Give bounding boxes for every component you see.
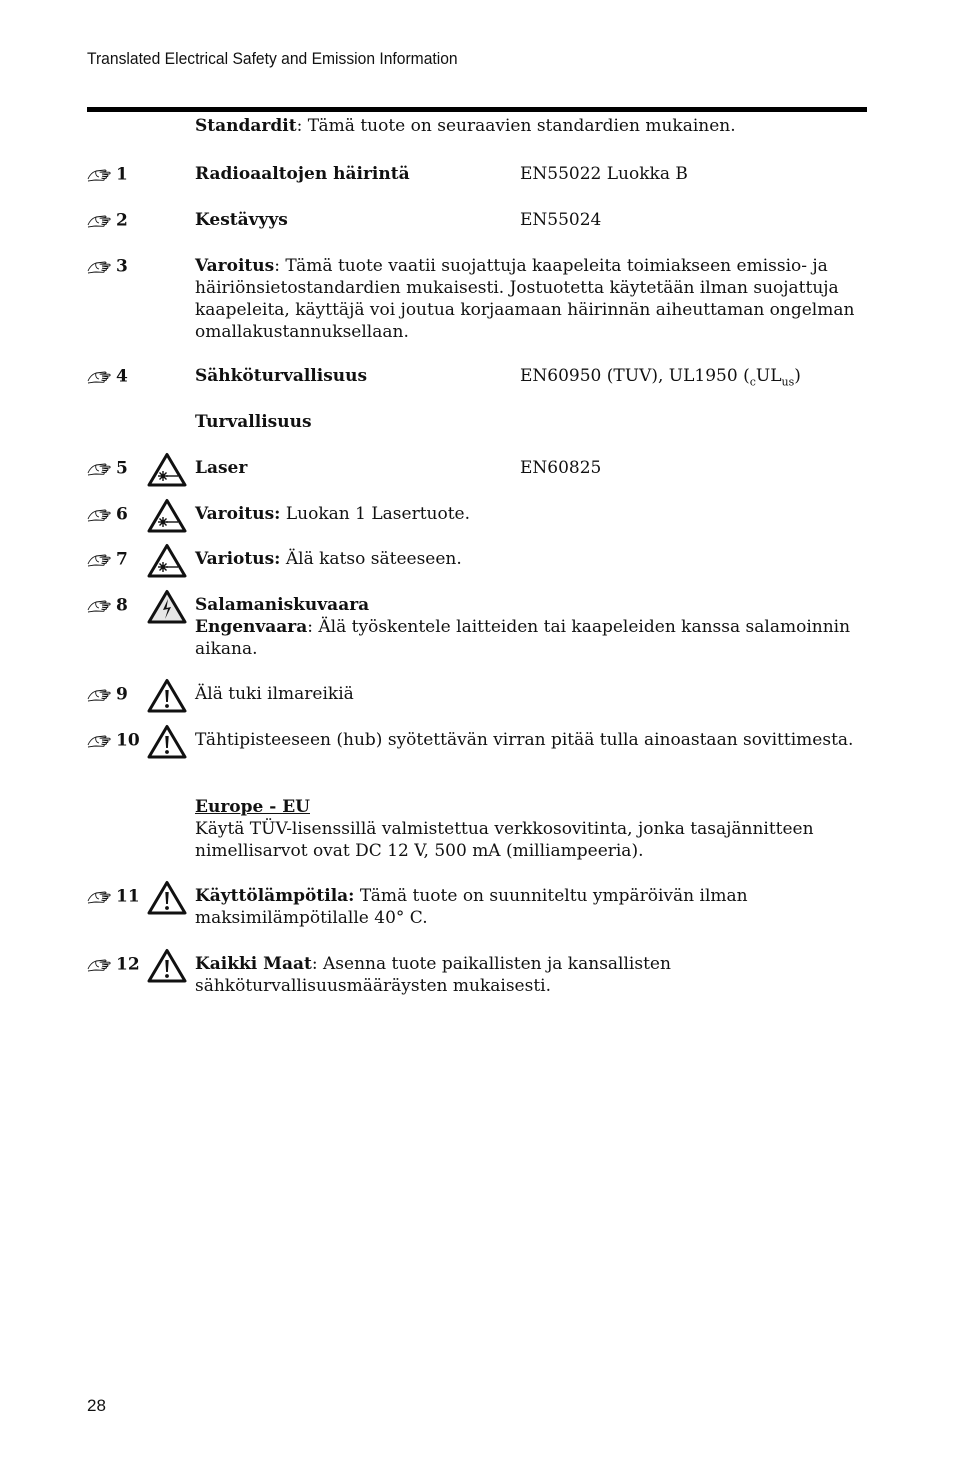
standards-label: Standardit <box>195 116 297 136</box>
pointing-hand-icon <box>87 599 113 613</box>
item-label: Sähköturvallisuus <box>195 366 368 386</box>
pointing-hand-icon <box>87 508 113 522</box>
value-subscript: c <box>749 375 756 389</box>
item-paragraph <box>195 953 867 997</box>
item-label: Varoitus <box>195 256 275 276</box>
pointing-hand-icon <box>87 370 113 384</box>
europe-heading: Europe - EU <box>195 797 310 817</box>
item-text: : Älä työskentele laitteiden tai kaapeleiden kanssa salamoinnin aikana. <box>195 617 851 659</box>
value-subscript: us <box>781 375 795 389</box>
item-number: 1 <box>116 164 128 185</box>
item-number: 6 <box>116 504 128 525</box>
item-marker <box>87 683 147 705</box>
item-label: Salamaniskuvaara <box>195 595 370 615</box>
item-paragraph <box>195 885 867 929</box>
item-number: 2 <box>116 210 128 231</box>
header-rule <box>87 107 867 112</box>
item-paragraph <box>195 503 867 525</box>
page-number: 28 <box>87 1396 106 1415</box>
item-marker <box>87 548 147 570</box>
item-marker <box>87 163 147 185</box>
item-label: Laser <box>195 458 248 478</box>
item-paragraph <box>195 255 867 343</box>
pointing-hand-icon <box>87 688 113 702</box>
item-label: Engenvaara <box>195 617 308 637</box>
value-text: UL <box>755 366 782 386</box>
item-label: Kestävyys <box>195 210 288 230</box>
item-label: Variotus: <box>195 549 281 569</box>
item-text: Älä tuki ilmareikiä <box>195 684 354 704</box>
laser-warning-icon <box>147 543 187 579</box>
item-number: 8 <box>116 595 128 616</box>
pointing-hand-icon <box>87 168 113 182</box>
item-label: Kaikki Maat <box>195 954 312 974</box>
europe-paragraph <box>195 796 867 862</box>
item-number: 4 <box>116 366 128 387</box>
item-marker <box>87 594 147 616</box>
pointing-hand-icon <box>87 734 113 748</box>
item-value: EN55024 <box>520 210 602 230</box>
pointing-hand-icon <box>87 553 113 567</box>
caution-warning-icon <box>147 678 187 714</box>
item-number: 7 <box>116 549 128 570</box>
item-marker <box>87 209 147 231</box>
item-text: Tähtipisteeseen (hub) syötettävän virran pitää tulla ainoastaan sovittimesta. <box>195 730 854 750</box>
value-text: EN60950 (TUV), UL1950 ( <box>520 366 750 386</box>
item-value: EN60825 <box>520 458 602 478</box>
caution-warning-icon <box>147 948 187 984</box>
item-text: : Asenna tuote paikallisten ja kansallisten sähköturvallisuusmääräysten mukaisesti. <box>195 954 671 996</box>
standards-text: : Tämä tuote on seuraavien standardien mukainen. <box>296 116 736 136</box>
item-text: Luokan 1 Lasertuote. <box>280 504 471 524</box>
item-number: 10 <box>116 730 140 751</box>
caution-warning-icon <box>147 724 187 760</box>
item-number: 5 <box>116 458 128 479</box>
electric-shock-warning-icon <box>147 589 187 625</box>
item-value: EN55022 Luokka B <box>520 164 688 184</box>
item-number: 3 <box>116 256 128 277</box>
item-marker <box>87 885 147 907</box>
item-label: Varoitus: <box>195 504 281 524</box>
caution-warning-icon <box>147 880 187 916</box>
laser-warning-icon <box>147 452 187 488</box>
item-number: 12 <box>116 954 140 975</box>
item-number: 11 <box>116 886 140 907</box>
pointing-hand-icon <box>87 890 113 904</box>
item-number: 9 <box>116 684 128 705</box>
item-paragraph <box>195 548 867 570</box>
pointing-hand-icon <box>87 260 113 274</box>
item-marker <box>87 503 147 525</box>
laser-warning-icon <box>147 498 187 534</box>
item-text: Älä katso säteeseen. <box>280 549 462 569</box>
running-header: Translated Electrical Safety and Emission Information <box>87 49 458 68</box>
item-marker <box>87 953 147 975</box>
item-paragraph <box>195 594 867 660</box>
pointing-hand-icon <box>87 214 113 228</box>
item-marker <box>87 729 147 751</box>
item-marker <box>87 255 147 277</box>
pointing-hand-icon <box>87 958 113 972</box>
item-label: Radioaaltojen häirintä <box>195 164 410 184</box>
safety-heading: Turvallisuus <box>195 412 312 432</box>
item-marker <box>87 457 147 479</box>
item-text: Tämä tuote on suunniteltu ympäröivän ilman maksimilämpötilalle 40° C. <box>195 886 748 928</box>
value-text: ) <box>794 366 801 386</box>
item-text: : Tämä tuote vaatii suojattuja kaapeleita toimiakseen emissio- ja häiriönsietostandardien mukaisesti. Jostuotetta käytetään ilman suojattuja kaapeleita, käyttäjä voi joutua korjaamaan häirinnän aiheuttaman ongelman omallakustannuksellaan. <box>195 256 855 342</box>
pointing-hand-icon <box>87 462 113 476</box>
item-label: Käyttölämpötila: <box>195 886 355 906</box>
item-value <box>520 365 801 393</box>
item-marker <box>87 365 147 387</box>
europe-text: Käytä TÜV-lisenssillä valmistettua verkkosovitinta, jonka tasajännitteen nimellisarvot ovat DC 12 V, 500 mA (milliampeeria). <box>195 819 814 861</box>
